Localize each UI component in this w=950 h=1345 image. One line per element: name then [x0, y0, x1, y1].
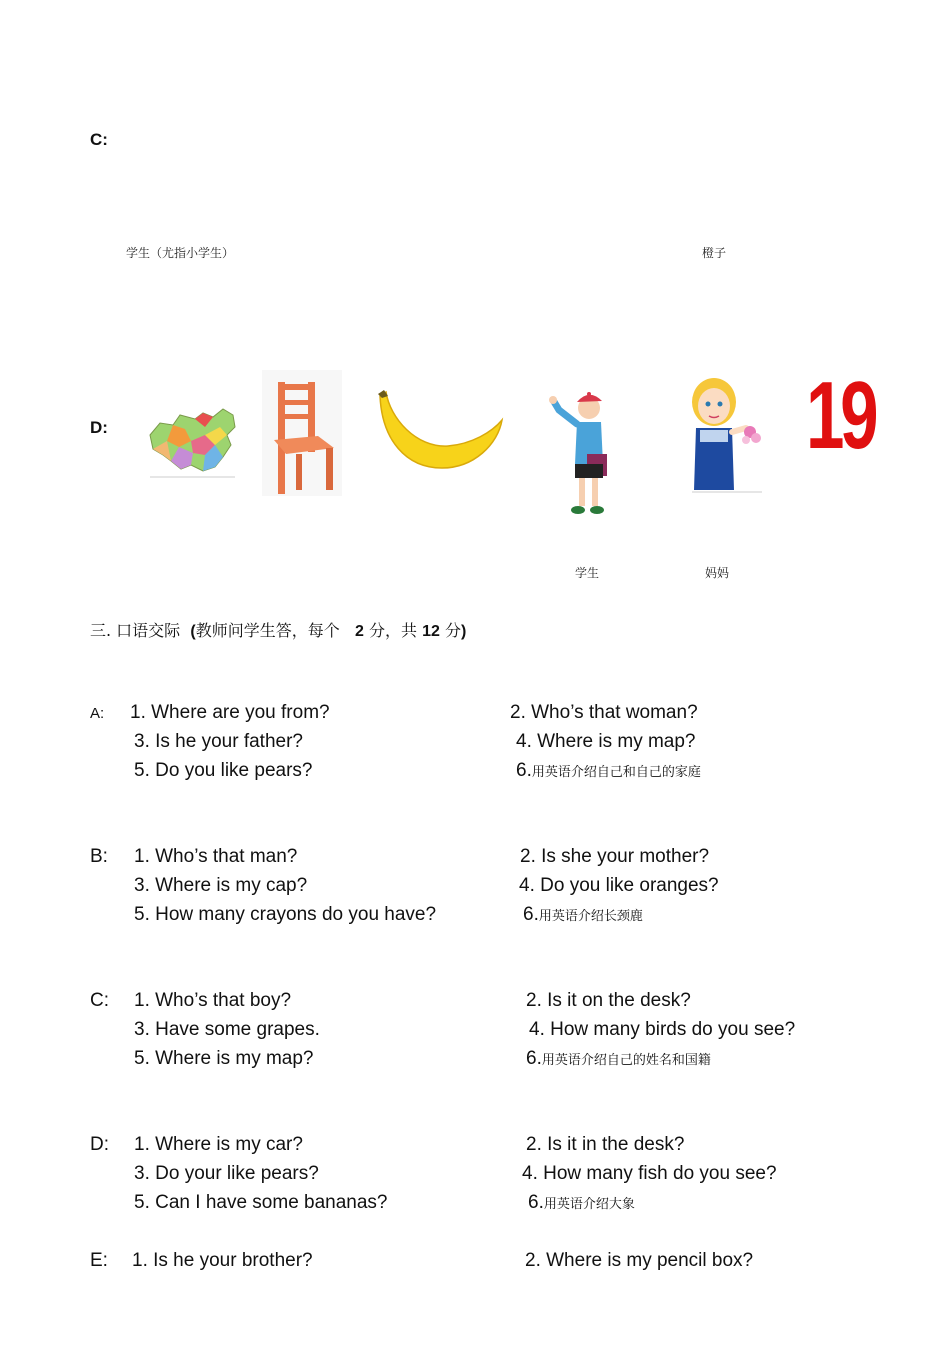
- question-b6: [523, 904, 643, 926]
- question-a4: 4. Where is my map?: [516, 731, 696, 752]
- question-c2: 2. Is it on the desk?: [526, 990, 691, 1011]
- question-d4: 4. How many fish do you see?: [522, 1163, 777, 1184]
- heading-paren-close: ): [460, 623, 467, 640]
- caption-pupil: 学生（尤指小学生）: [126, 246, 235, 260]
- question-e1: 1. Is he your brother?: [132, 1250, 313, 1271]
- section-c-label: C:: [90, 990, 109, 1011]
- china-map-icon: [145, 405, 240, 480]
- question-c4: 4. How many birds do you see?: [529, 1019, 796, 1040]
- heading-points-each: 2: [354, 623, 364, 640]
- question-e2: 2. Where is my pencil box?: [525, 1250, 754, 1271]
- question-c6-number: 6.: [526, 1048, 542, 1069]
- question-a2: 2. Who’s that woman?: [510, 702, 698, 723]
- question-d3: 3. Do your like pears?: [134, 1163, 319, 1184]
- number-nineteen: 19: [806, 362, 875, 469]
- section-b-label: B:: [90, 846, 108, 867]
- caption-mother: 妈妈: [705, 566, 730, 580]
- section-a-label: A:: [90, 705, 105, 722]
- question-d6: [528, 1192, 635, 1214]
- banana-icon: [376, 388, 506, 473]
- question-c6-text: 用英语介绍自己的姓名和国籍: [541, 1053, 711, 1068]
- section-heading: [90, 618, 466, 641]
- part-d-label: D:: [90, 418, 108, 437]
- caption-orange: 橙子: [702, 246, 727, 260]
- section-d-label: D:: [90, 1134, 109, 1155]
- question-c1: 1. Who’s that boy?: [134, 990, 292, 1011]
- question-b2: 2. Is she your mother?: [520, 846, 710, 867]
- question-a5: 5. Do you like pears?: [134, 760, 313, 781]
- question-b5: 5. How many crayons do you have?: [134, 904, 437, 925]
- woman-icon: [686, 376, 766, 494]
- question-a6: [516, 760, 701, 782]
- question-b1: 1. Who’s that man?: [134, 846, 298, 867]
- question-a1: 1. Where are you from?: [130, 702, 330, 723]
- question-a3: 3. Is he your father?: [134, 731, 303, 752]
- heading-middle2: 分，共: [368, 621, 417, 640]
- question-b3: 3. Where is my cap?: [134, 875, 308, 896]
- part-c-label: C:: [90, 130, 108, 149]
- question-d5: 5. Can I have some bananas?: [134, 1192, 388, 1213]
- heading-middle: 教师问学生答，每个: [195, 621, 340, 640]
- question-d2: 2. Is it in the desk?: [526, 1134, 685, 1155]
- heading-prefix: 三. 口语交际: [90, 621, 181, 640]
- question-c3: 3. Have some grapes.: [134, 1019, 320, 1040]
- caption-student: 学生: [575, 566, 600, 580]
- question-b4: 4. Do you like oranges?: [519, 875, 719, 896]
- question-a6-number: 6.: [516, 760, 532, 781]
- heading-suffix: 分: [444, 621, 461, 640]
- question-a6-text: 用英语介绍自己和自己的家庭: [531, 765, 701, 780]
- student-icon: [545, 388, 613, 520]
- question-d6-number: 6.: [528, 1192, 544, 1213]
- heading-paren-open: (: [190, 623, 196, 640]
- section-e-label: E:: [90, 1250, 108, 1271]
- question-d1: 1. Where is my car?: [134, 1134, 303, 1155]
- question-c6: [526, 1048, 711, 1070]
- question-b6-text: 用英语介绍长颈鹿: [538, 909, 643, 924]
- question-d6-text: 用英语介绍大象: [543, 1197, 635, 1212]
- question-b6-number: 6.: [523, 904, 539, 925]
- heading-points-total: 12: [422, 623, 440, 640]
- question-c5: 5. Where is my map?: [134, 1048, 314, 1069]
- chair-icon: [262, 370, 342, 496]
